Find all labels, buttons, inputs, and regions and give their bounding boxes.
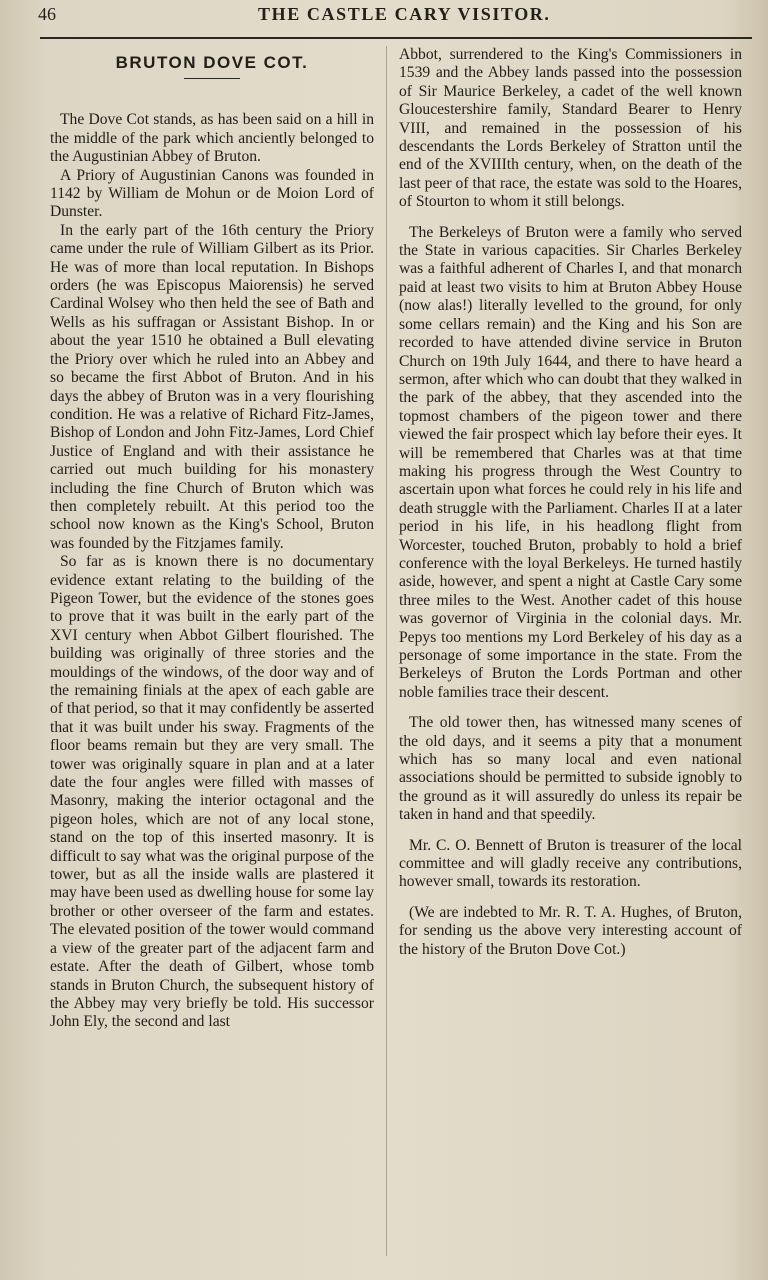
paragraph: So far as is known there is no documentary evidence extant relating to the building of the Pigeon Tower, but the evidence of the stones goes to prove that it was built in the early part of the XVI century when Abbot Gilbert flourished. The building was originally of three stories and the mouldings of the windows, of the door way and of the remaining finials at the apex of each gable are of that period, so that it may confidently be asserted that it was built under his sway. Fragments of the floor beams remain but they are very small. The tower was originally square in plan and at a later date the four angles were filled with masses of Masonry, making the interior octagonal and the pigeon holes, which are not of any local stone, stand on the top of this inserted masonry. It is difficult to say what was the original purpose of the tower, but as all the inside walls are plastered it may have been used as dwelling house for some lay brother or other overseer of the farm and estates. The elevated position of the tower would command a view of the greater part of the adjacent farm and estate. After the death of Gilbert, whose tomb stands in Bruton Church, the subsequent history of the Abbey may very briefly be told. His successor John Ely, the second and last bbox=[50, 553, 374, 1031]
page-header bbox=[0, 0, 768, 40]
running-title: THE CASTLE CARY VISITOR. bbox=[258, 4, 551, 24]
paragraph: Mr. C. O. Bennett of Bruton is treasurer of the local committee and will gladly receive any contributions, however small, towards its restoration. bbox=[399, 836, 742, 891]
article-title: BRUTON DOVE COT. bbox=[115, 53, 309, 72]
title-rule bbox=[184, 78, 240, 79]
header-rule bbox=[40, 37, 752, 39]
left-column bbox=[50, 46, 374, 1032]
paragraph: A Priory of Augustinian Canons was founded in 1142 by William de Mohun or de Moion Lord of Dunster. bbox=[50, 166, 374, 221]
paragraph: The old tower then, has witnessed many scenes of the old days, and it seems a pity that a monument which has so many local and even national associations should be permitted to subside ignobly to the ground as it will assuredly do unless its repair be taken in hand and that speedily. bbox=[399, 714, 742, 824]
paragraph: The Dove Cot stands, as has been said on a hill in the middle of the park which anciently belonged to the Augustinian Abbey of Bruton. bbox=[50, 111, 374, 166]
paragraph: The Berkeleys of Bruton were a family who served the State in various capacities. Sir Charles Berkeley was a faithful adherent of Charles I, and that monarch paid at least two visits to him at Bruton Abbey House (now alas!) literally levelled to the ground, for only some cellars remain) and the King and his Son are recorded to have attended divine service in Bruton Church on 19th July 1644, and there to have heard a sermon, after which who can doubt that they walked in the park of the abbey, that they ascended into the topmost chambers of the pigeon tower and there viewed the fair prospect which lay before their eyes. It will be remembered that Charles was at that time making his progress through the West Country to ascertain upon what forces he could rely in his life and death struggle with the Parliament. Charles II at a later period in his life, in his headlong flight from Worcester, touched Bruton, probably to hold a brief conference with the loyal Berkeleys. He turned hastily aside, however, and spent a night at Castle Cary some three miles to the West. Another cadet of this house was governor of Virginia in the colonial days. Mr. Pepys too mentions my Lord Berkeley of his day as a personage of some importance in the state. From the Berkeleys of Bruton the Lords Portman and other noble families trace their descent. bbox=[399, 223, 742, 701]
page-number: 46 bbox=[38, 4, 56, 24]
editor-note: (We are indebted to Mr. R. T. A. Hughes, of Bruton, for sending us the above very interesting account of the history of the Bruton Dove Cot.) bbox=[399, 903, 742, 958]
column-divider bbox=[386, 46, 387, 1256]
paragraph: Abbot, surrendered to the King's Commissioners in 1539 and the Abbey lands passed into the possession of Sir Maurice Berkeley, a cadet of the well known Gloucestershire family, Standard Bearer to Henry VIII, and remained in the possession of his descendants the Lords Berkeley of Stratton until the end of the XVIIIth century, when, on the death of the last peer of that race, the estate was sold to the Hoares, of Stourton to whom it still belongs. bbox=[399, 46, 742, 211]
paragraph: In the early part of the 16th century the Priory came under the rule of William Gilbert as its Prior. He was of more than local reputation. In Bishops orders (he was Episcopus Maiorensis) he served Cardinal Wolsey who then held the see of Bath and Wells as his suffragan or Assistant Bishop. In or about the year 1510 he obtained a Bull elevating the Priory over which he ruled into an Abbey and so became the first Abbot of Bruton. And in his days the abbey of Bruton was in a very flourishing condition. He was a relative of Richard Fitz-James, Bishop of London and John Fitz-James, Lord Chief Justice of England and with their assistance he carried out much building for his monastery including the fine Church of Bruton which was then completely rebuilt. At this period too the school now known as the King's School, Bruton was founded by the Fitzjames family. bbox=[50, 221, 374, 552]
right-column bbox=[399, 46, 742, 959]
